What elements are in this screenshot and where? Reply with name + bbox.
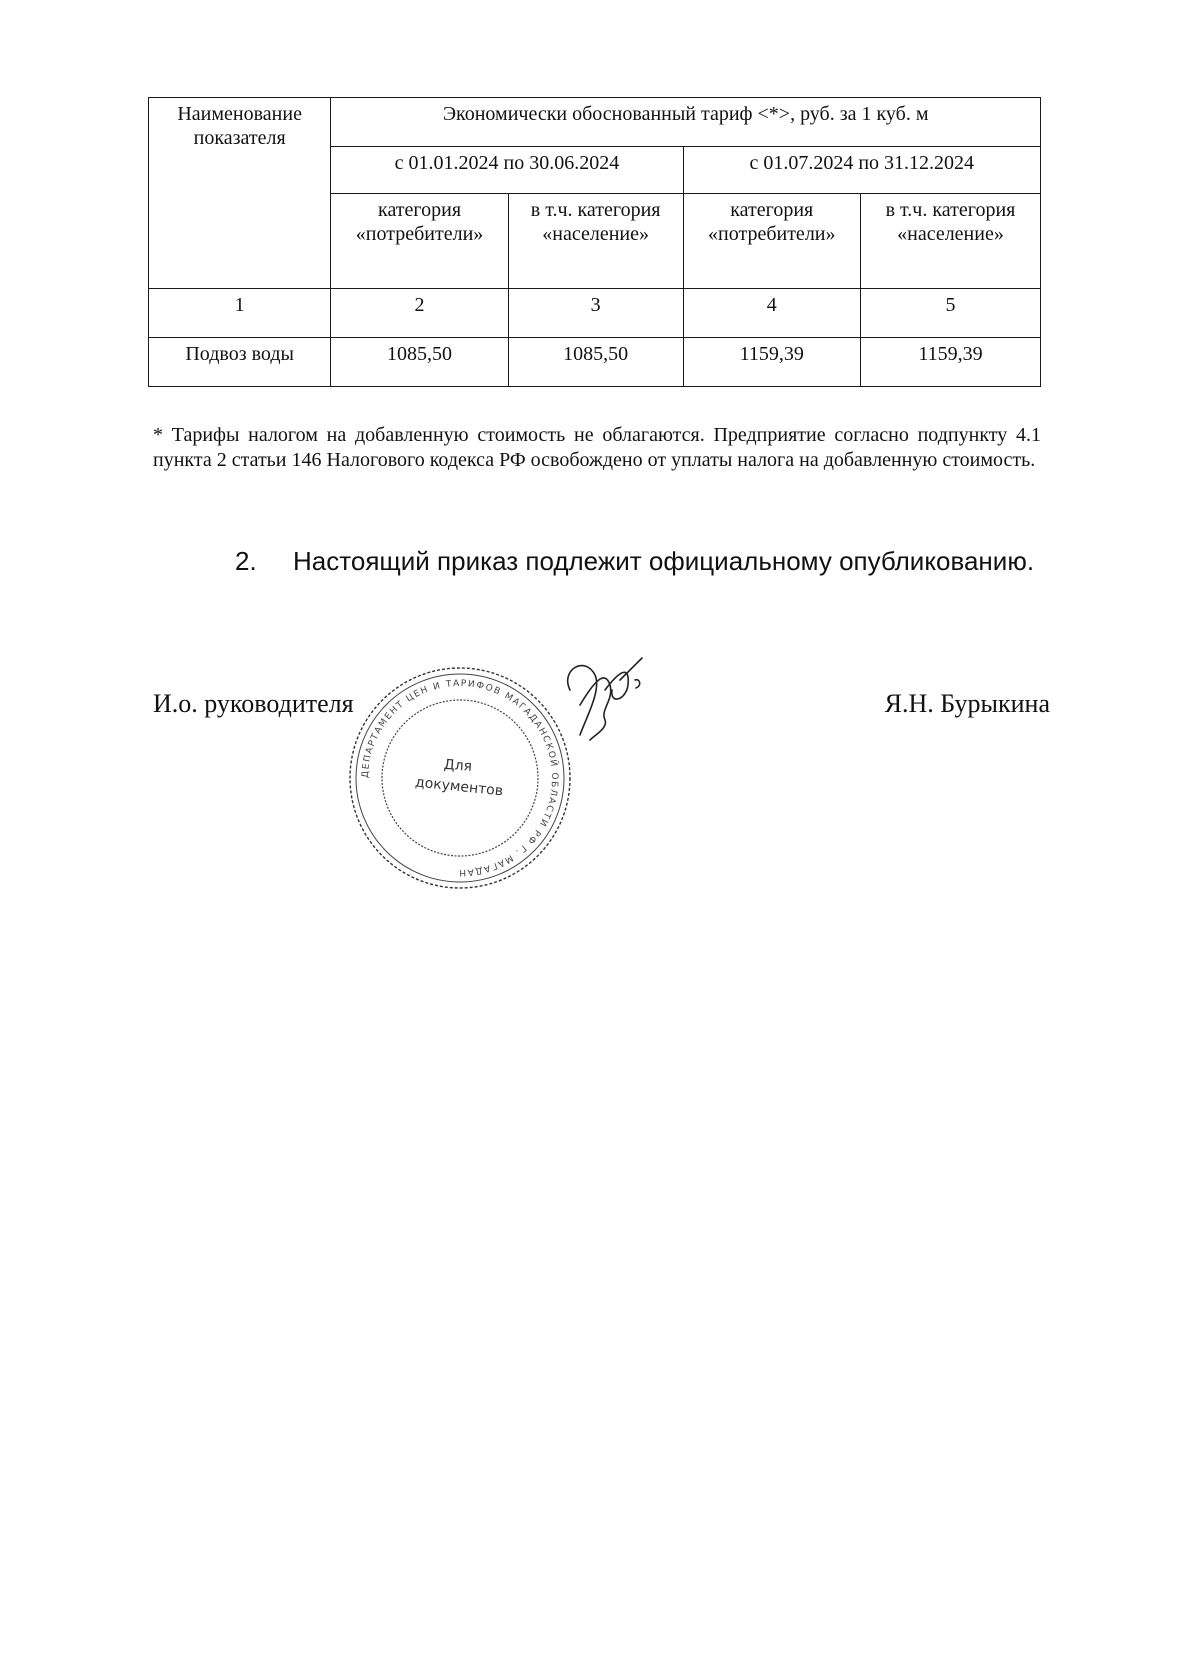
value-cell: 1159,39 [860,338,1040,387]
column-number-cell: 2 [331,289,508,338]
period-cell-2: с 01.07.2024 по 31.12.2024 [683,147,1040,194]
period-cell-1: с 01.01.2024 по 30.06.2024 [331,147,683,194]
column-number-cell: 4 [683,289,860,338]
item-text: Настоящий приказ подлежит официальному опубликованию. [293,546,1035,576]
item-number: 2. [235,546,257,576]
table-row [149,338,1041,387]
column-number-cell: 3 [508,289,683,338]
official-stamp [345,663,575,893]
stamp-center-line-2: документов [414,774,504,800]
category-cell: в т.ч. категория «население» [508,194,683,289]
category-cell: категория «потребители» [683,194,860,289]
value-cell: 1085,50 [508,338,683,387]
handwritten-signature [550,650,650,750]
column-number-cell: 1 [149,289,331,338]
signer-name: Я.Н. Бурыкина [884,689,1050,718]
tariff-table [148,97,1041,387]
signer-role: И.о. руководителя [153,689,354,718]
order-item [235,545,1055,577]
footnote: * Тарифы налогом на добавленную стоимость не облагаются. Предприятие согласно подпункту 4.1 пункта 2 статьи 146 Налогового кодекса РФ освобождено от уплаты налога на добавленную стоимость. [153,424,1041,471]
svg-text:ДЕПАРТАМЕНТ ЦЕН И ТАРИФОВ МАГА [361,679,561,877]
header-main-cell: Экономически обоснованный тариф <*>, руб. за 1 куб. м [331,98,1041,147]
category-cell: категория «потребители» [331,194,508,289]
value-cell: 1085,50 [331,338,508,387]
value-cell: 1159,39 [683,338,860,387]
column-number-cell: 5 [860,289,1040,338]
header-name-cell: Наименование показателя [149,98,331,289]
category-cell: в т.ч. категория «население» [860,194,1040,289]
stamp-center-line-1: Для [443,756,473,775]
row-name-cell: Подвоз воды [149,338,331,387]
stamp-ring-text: ДЕПАРТАМЕНТ ЦЕН И ТАРИФОВ МАГАДАНСКОЙ ОБЛАСТИ РФ Г. МАГАДАН [360,678,560,878]
